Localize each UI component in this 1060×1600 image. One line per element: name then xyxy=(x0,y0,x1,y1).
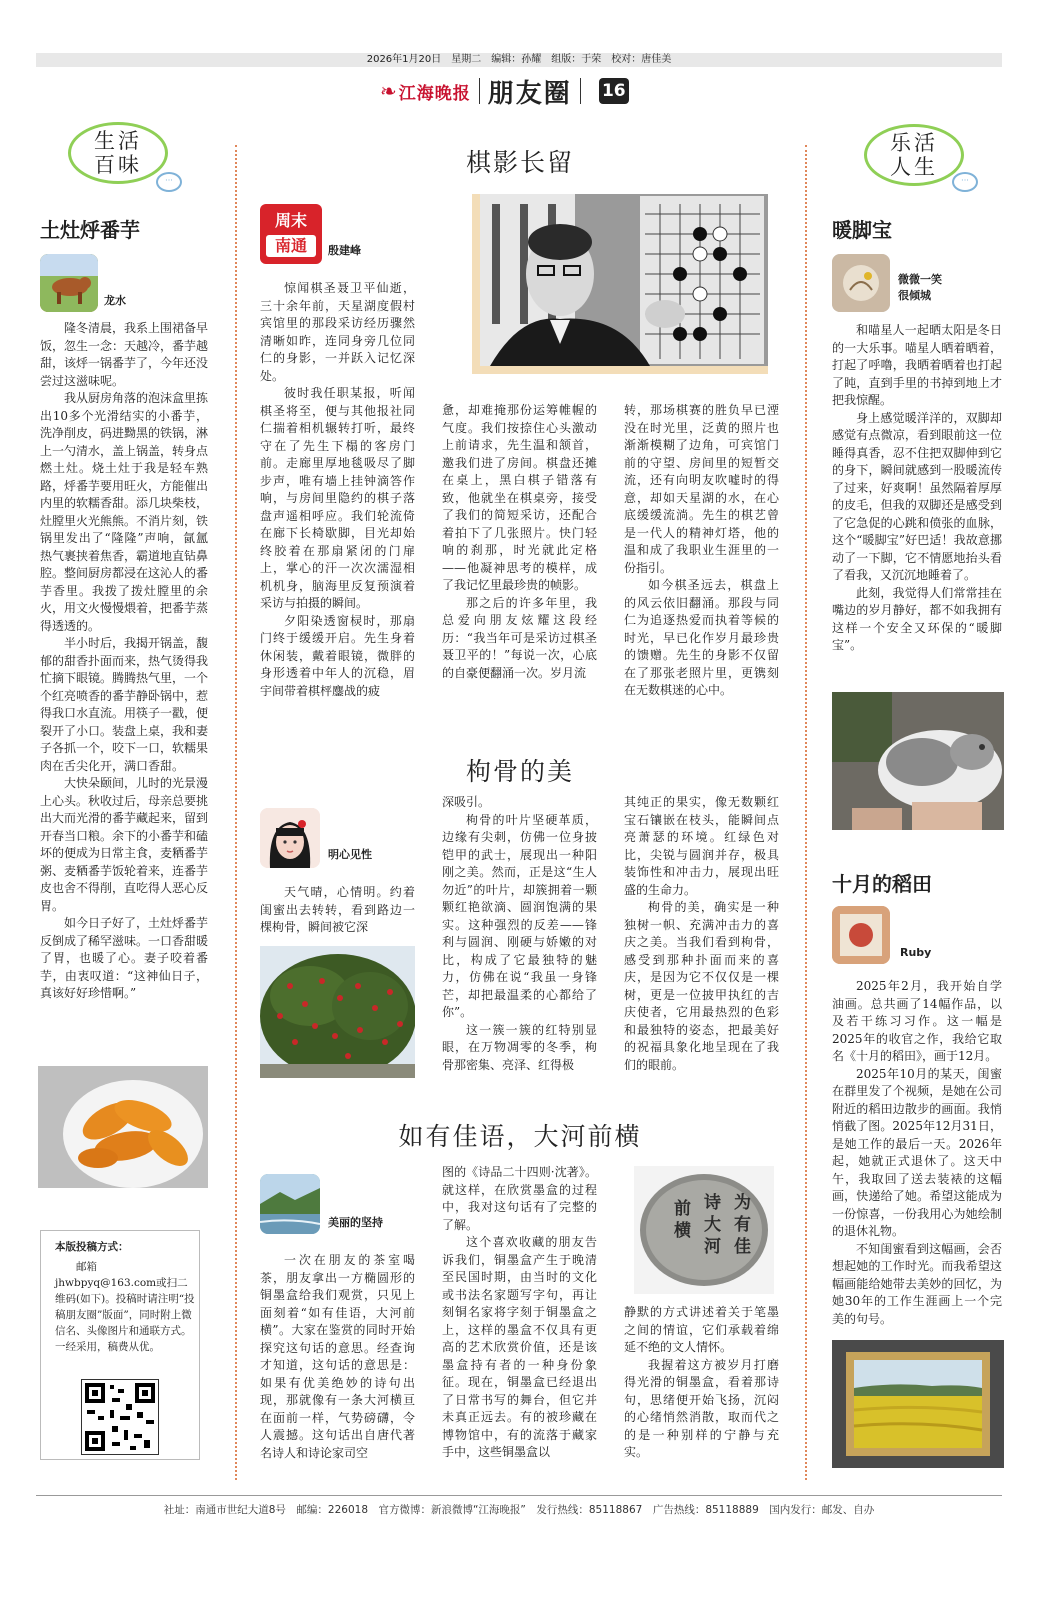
inscription-column xyxy=(734,1192,754,1258)
holly-tree-photo xyxy=(260,946,415,1078)
submission-text: 邮箱jhwbpyq@163.com或扫二维码(如下)。投稿时请注明“投稿朋友圈”版面”，同时附上微信名、头像图片和通联方式。一经采用，稿费从优。 xyxy=(55,1261,195,1353)
go-master-photo xyxy=(480,194,768,366)
bubble-text: 乐活 xyxy=(890,131,938,155)
inscription-char: 为 xyxy=(734,1193,751,1213)
article-headline: 棋影长留 xyxy=(465,148,574,177)
paragraph: 那之后的许多年里，我总爱向朋友炫耀这段经历：“我当年可是采访过棋圣聂卫平的！”每说一次，心底的自豪便翻涌一次。岁月流 xyxy=(442,595,597,680)
top-info-bar: 2026年1月20日 星期二 编辑：孙耀 组版：于荣 校对：唐佳美 xyxy=(36,53,1002,67)
column-bubble-life xyxy=(68,122,168,184)
article-body xyxy=(832,322,1002,655)
submission-title: 本版投稿方式： xyxy=(55,1241,129,1253)
column-rule-left xyxy=(235,145,237,1480)
paragraph: 和喵星人一起晒太阳是冬日的一大乐事。喵星人晒着晒着，打起了呼噜，我晒着晒着也打起了盹，直到手里的书掉到地上才把我惊醒。 xyxy=(832,323,1002,407)
avatar xyxy=(260,808,320,868)
inscription-char: 有 xyxy=(734,1215,751,1235)
paragraph: 彼时我任职某报，听闻棋圣将至，便与其他报社同仁揣着相机辗转打听，最终守在了先生下榻的客房门前。走廊里厚地毯吸尽了脚步声，唯有墙上挂钟滴答作响，与房间里隐约的棋子落盘声遥相呼应。我们轮流倚在廊下长椅歇脚，目光却始终胶着在那扇紧闭的门扉上，掌心的汗一次次濡湿相机机身，脑海里反复预演着采访与拍摄的瞬间。 xyxy=(260,386,415,610)
inscription-column xyxy=(704,1192,724,1258)
paragraph: 我从厨房角落的泡沫盒里拣出10多个光滑结实的小番芋，洗净削皮，码进黝黑的铁锅，淋上一勺清水，盖上锅盖，转身点燃土灶。烧土灶于我是轻车熟路，烀番芋要用旺火，方能催出内里的软糯香甜。添几块柴枝，灶膛里火光熊熊。不消片刻，铁锅里发出了“隆隆”声响，氤氲热气裹挟着焦香，霸道地直钻鼻腔。整间厨房都浸在这沁人的番芋香里。我拨了拨灶膛里的余火，用文火慢慢煨着，把番芋蒸得透透的。 xyxy=(40,391,209,633)
footer: 社址：南通市世纪大道8号 邮编：226018 官方微博：新浪微博“江海晚报” 发行热线：85118867 广告热线：85118889 国内发行：邮发、自办 xyxy=(36,1495,1002,1517)
avatar xyxy=(832,254,890,312)
inscription-char: 大 xyxy=(704,1215,721,1235)
paragraph: 身上感觉暖洋洋的，双脚却感觉有点微凉，看到眼前这一位睡得真香，忍不住把双脚伸到它的身下，瞬间就感到一股暖流传了过来，好爽啊！虽然隔着厚厚的皮毛，但我的双脚还是感受到了它急促的心跳和偾张的血脉，这个“暖脚宝”好巴适！我故意挪动了一下脚，它不情愿地抬头看了看我，又沉沉地睡着了。 xyxy=(832,410,1002,582)
paragraph: 一次在朋友的茶室喝茶，朋友拿出一方椭圆形的铜墨盒给我们观赏，只见上面刻着“如有佳语，大河前横”。大家在鉴赏的同时开始探究这句话的意思。经查询才知道，这句话的意思是：如果有优美绝妙的诗句出现，那就像有一条大河横亘在面前一样，气势磅礴，令人震撼。这句话出自唐代著名诗人和诗论家司空 xyxy=(260,1253,415,1460)
section-title: 朋友圈 xyxy=(487,78,572,109)
qr-code-icon[interactable] xyxy=(81,1379,159,1455)
inscription-char: 诗 xyxy=(704,1193,721,1213)
paragraph: 其纯正的果实，像无数颗红宝石镶嵌在枝头，能瞬间点亮萧瑟的环境。红绿色对比，尖锐与圆润并存，极具装饰性和冲击力，展现出旺盛的生命力。 xyxy=(624,795,779,897)
masthead xyxy=(380,74,680,108)
rice-field-painting-photo xyxy=(832,1340,1004,1468)
article-body-col3 xyxy=(624,402,779,700)
badge-text: 南通 xyxy=(266,235,316,257)
paragraph: 半小时后，我揭开锅盖，馥郁的甜香扑面而来，热气烫得我忙摘下眼镜。腾腾热气里，一个个红亮喷香的番芋静卧锅中，惹得我口水直流。用筷子一戳，便裂开了小口。装盘上桌，我和妻子各抓一个，咬下一口，软糯果肉在舌尖化开，满口香甜。 xyxy=(40,636,209,773)
article-title: 十月的稻田 xyxy=(832,872,932,896)
badge-text: 周末 xyxy=(274,211,307,230)
paragraph: 夕阳染透窗棂时，那扇门终于缓缓开启。先生身着休闲装，戴着眼镜，微胖的身形透着中年人的沉稳，眉宇间带着棋枰鏖战的疲 xyxy=(260,613,415,698)
column-bubble-leisure xyxy=(864,124,964,186)
inscription-char: 河 xyxy=(704,1237,721,1257)
author-name: Ruby xyxy=(900,946,932,959)
logo-icon: ❧ xyxy=(380,79,397,103)
column-badge xyxy=(260,204,322,264)
author-name: 殷建峰 xyxy=(328,244,361,257)
paragraph: 这一簇一簇的红特别显眼，在万物凋零的冬季，枸骨那密集、亮泽、红得极 xyxy=(442,1022,597,1072)
article-body-col3 xyxy=(624,794,779,1074)
inscription-char: 前 xyxy=(674,1199,691,1219)
paragraph: 深吸引。 xyxy=(442,795,491,809)
paragraph: 如今日子好了，土灶烀番芋反倒成了稀罕滋味。一口香甜暖了胃，也暖了心。妻子咬着番芋，由衷叹道：“这神仙日子，真该好好珍惜啊。” xyxy=(40,916,209,1000)
avatar xyxy=(832,906,890,964)
article-title: 土灶烀番芋 xyxy=(40,218,140,242)
author-name-line: 微微一笑 xyxy=(898,273,942,286)
sweet-potato-photo xyxy=(38,1066,208,1188)
bubble-text: 生活 xyxy=(94,129,142,153)
paragraph: 静默的方式讲述着关于笔墨之间的情谊，它们承载着绵延不绝的文人情怀。 xyxy=(624,1305,779,1354)
chat-dots-icon: ··· xyxy=(156,172,182,192)
paragraph: 不知闺蜜看到这幅画，会否想起她的工作时光。而我希望这幅画能给她带去美妙的回忆，为她30年的工作生涯画上一个完美的句号。 xyxy=(832,1241,1002,1326)
article-body xyxy=(832,978,1002,1328)
article-body-col2 xyxy=(442,1164,597,1462)
article-headline: 如有佳语，大河前横 xyxy=(398,1122,642,1151)
paragraph: 2025年10月的某天，闺蜜在群里发了个视频，是她在公司附近的稻田边散步的画面。我悄悄截了图。2025年12月31日，是她工作的最后一天。2026年起，她就正式退休了。这天中午，我取回了送去装裱的这幅画，快递给了她。希望这能成为一份惊喜，一份我用心为她绘制的退休礼物。 xyxy=(832,1066,1002,1238)
author-name: 龙水 xyxy=(104,294,126,307)
paragraph: 如今棋圣远去，棋盘上的风云依旧翻涌。那段与同仁为追逐热爱而执着等候的时光，早已化作岁月最珍贵的馈赠。先生的身影不仅留在了那张老照片里，更镌刻在无数棋迷的心中。 xyxy=(624,578,779,697)
article-body-col3 xyxy=(624,1304,779,1462)
chat-dots-icon: ··· xyxy=(952,172,978,192)
paragraph: 转，那场棋赛的胜负早已湮没在时光里，泛黄的照片也渐渐模糊了边角，可宾馆门前的守望、房间里的短暂交流，还有向明友吹嘘时的得意，却如天星湖的水，在心底缓缓流淌。先生的棋艺曾是一代人的精神灯塔，他的温和成了我职业生涯里的一份指引。 xyxy=(624,403,779,575)
newspaper-logo: 江海晚报 xyxy=(398,83,471,104)
article-body-col1 xyxy=(260,280,415,700)
avatar xyxy=(260,1174,320,1234)
paragraph: 此刻，我觉得人们常常挂在嘴边的岁月静好，都不如我拥有这样一个安全又环保的“暖脚宝”。 xyxy=(832,585,1002,652)
paragraph: 大快朵颐间，儿时的光景漫上心头。秋收过后，母亲总要挑出大而光滑的番芋藏起来，留到开春当口粮。余下的小番芋和磕坏的便成为日常主食，麦粞番芋粥、麦粞番芋饭轮着来，连番芋皮也舍不得削，直吃得人恶心反胃。 xyxy=(40,776,209,913)
author-name-line: 很倾城 xyxy=(898,289,931,302)
inscription-char: 横 xyxy=(674,1221,691,1241)
article-body-col2 xyxy=(442,794,597,1074)
paragraph: 天气晴，心情明。约着闺蜜出去转转，看到路边一棵枸骨，瞬间被它深 xyxy=(260,885,415,934)
column-rule-right xyxy=(805,145,807,1480)
paragraph: 枸骨的美，确实是一种独树一帜、充满冲击力的喜庆之美。当我们看到枸骨，感受到那种扑面而来的喜庆，是因为它不仅仅是一棵树，更是一位披甲执红的吉庆使者，它用最热烈的色彩和最独特的姿态，把最美好的祝福具象化地呈现在了我们的眼前。 xyxy=(624,900,779,1072)
article-headline: 枸骨的美 xyxy=(465,757,574,786)
paragraph: 这个喜欢收藏的朋友告诉我们，铜墨盒产生于晚清至民国时期，由当时的文化或书法名家题写字句，再让刻铜名家将字刻于铜墨盒之上，这样的墨盒不仅具有更高的艺术欣赏价值，还是该墨盒持有者的一种身份象征。现在，铜墨盒已经退出了日常书写的舞台，但它并未真正远去。有的被珍藏在博物馆中，有的流落于藏家手中，这些铜墨盒以 xyxy=(442,1235,597,1459)
submission-box xyxy=(40,1230,200,1460)
paragraph: 枸骨的叶片坚硬革质，边缘有尖刺，仿佛一位身披铠甲的武士，展现出一种阳刚之美。然而，正是这“生人勿近”的叶片，却簇拥着一颗颗红艳欲滴、圆润饱满的果实。这种强烈的反差——锋利与圆润、刚硬与娇嫩的对比，构成了它最独特的魅力，仿佛在说“我虽一身锋芒，却把最温柔的心都给了你”。 xyxy=(442,812,597,1019)
article-body-col1 xyxy=(260,1252,415,1462)
inscription-char: 佳 xyxy=(734,1237,751,1257)
go-master-photo-frame xyxy=(472,194,768,374)
paragraph: 隆冬清晨，我系上围裙备早饭，忽生一念：天越冷，番芋越甜，该烀一锅番芋了，今年还没尝过这滋味呢。 xyxy=(40,321,209,388)
paragraph: 惊闻棋圣聂卫平仙逝，三十余年前，天星湖度假村宾馆里的那段采访经历骤然清晰如昨，连同身旁几位同仁的身影，一并跃入记忆深处。 xyxy=(260,281,415,383)
article-title: 暖脚宝 xyxy=(832,218,892,242)
paragraph: 惫，却难掩那份运筹帷幄的气度。我们按捺住心头激动上前请求，先生温和颔首，邀我们进了房间。棋盘还摊在桌上，黑白棋子错落有致，他就坐在棋桌旁，接受了我们的简短采访，还配合着拍下了几张照片。快门轻响的刹那，时光就此定格——他凝神思考的模样，成了我记忆里最珍贵的帧影。 xyxy=(442,403,597,592)
author-name: 美丽的坚持 xyxy=(328,1216,383,1229)
ink-box-photo xyxy=(634,1166,774,1294)
avatar xyxy=(40,254,98,312)
page-number: 16 xyxy=(599,78,629,104)
inscription-column xyxy=(674,1198,694,1242)
paragraph: 2025年2月，我开始自学油画。总共画了14幅作品，以及若干练习习作。这一幅是2025年的收官之作，我给它取名《十月的稻田》，画于12月。 xyxy=(832,979,1002,1063)
author-name: 明心见性 xyxy=(328,848,372,861)
paragraph: 我握着这方被岁月打磨得光滑的铜墨盒，看着那诗句，思绪便开始飞扬，沉闷的心绪悄然消散，取而代之的是一种别样的宁静与充实。 xyxy=(624,1357,779,1459)
bubble-text: 百味 xyxy=(94,153,142,177)
masthead-divider xyxy=(580,78,581,104)
article-body xyxy=(40,320,208,1003)
author-name xyxy=(898,272,942,304)
bubble-text: 人生 xyxy=(890,155,938,179)
article-body-col1 xyxy=(260,884,415,937)
masthead-divider xyxy=(479,78,480,104)
paragraph: 图的《诗品二十四则·沈著》。就这样，在欣赏墨盒的过程中，我对这句话有了完整的了解。 xyxy=(442,1165,597,1232)
cat-photo xyxy=(832,692,1004,830)
article-body-col2 xyxy=(442,402,597,682)
